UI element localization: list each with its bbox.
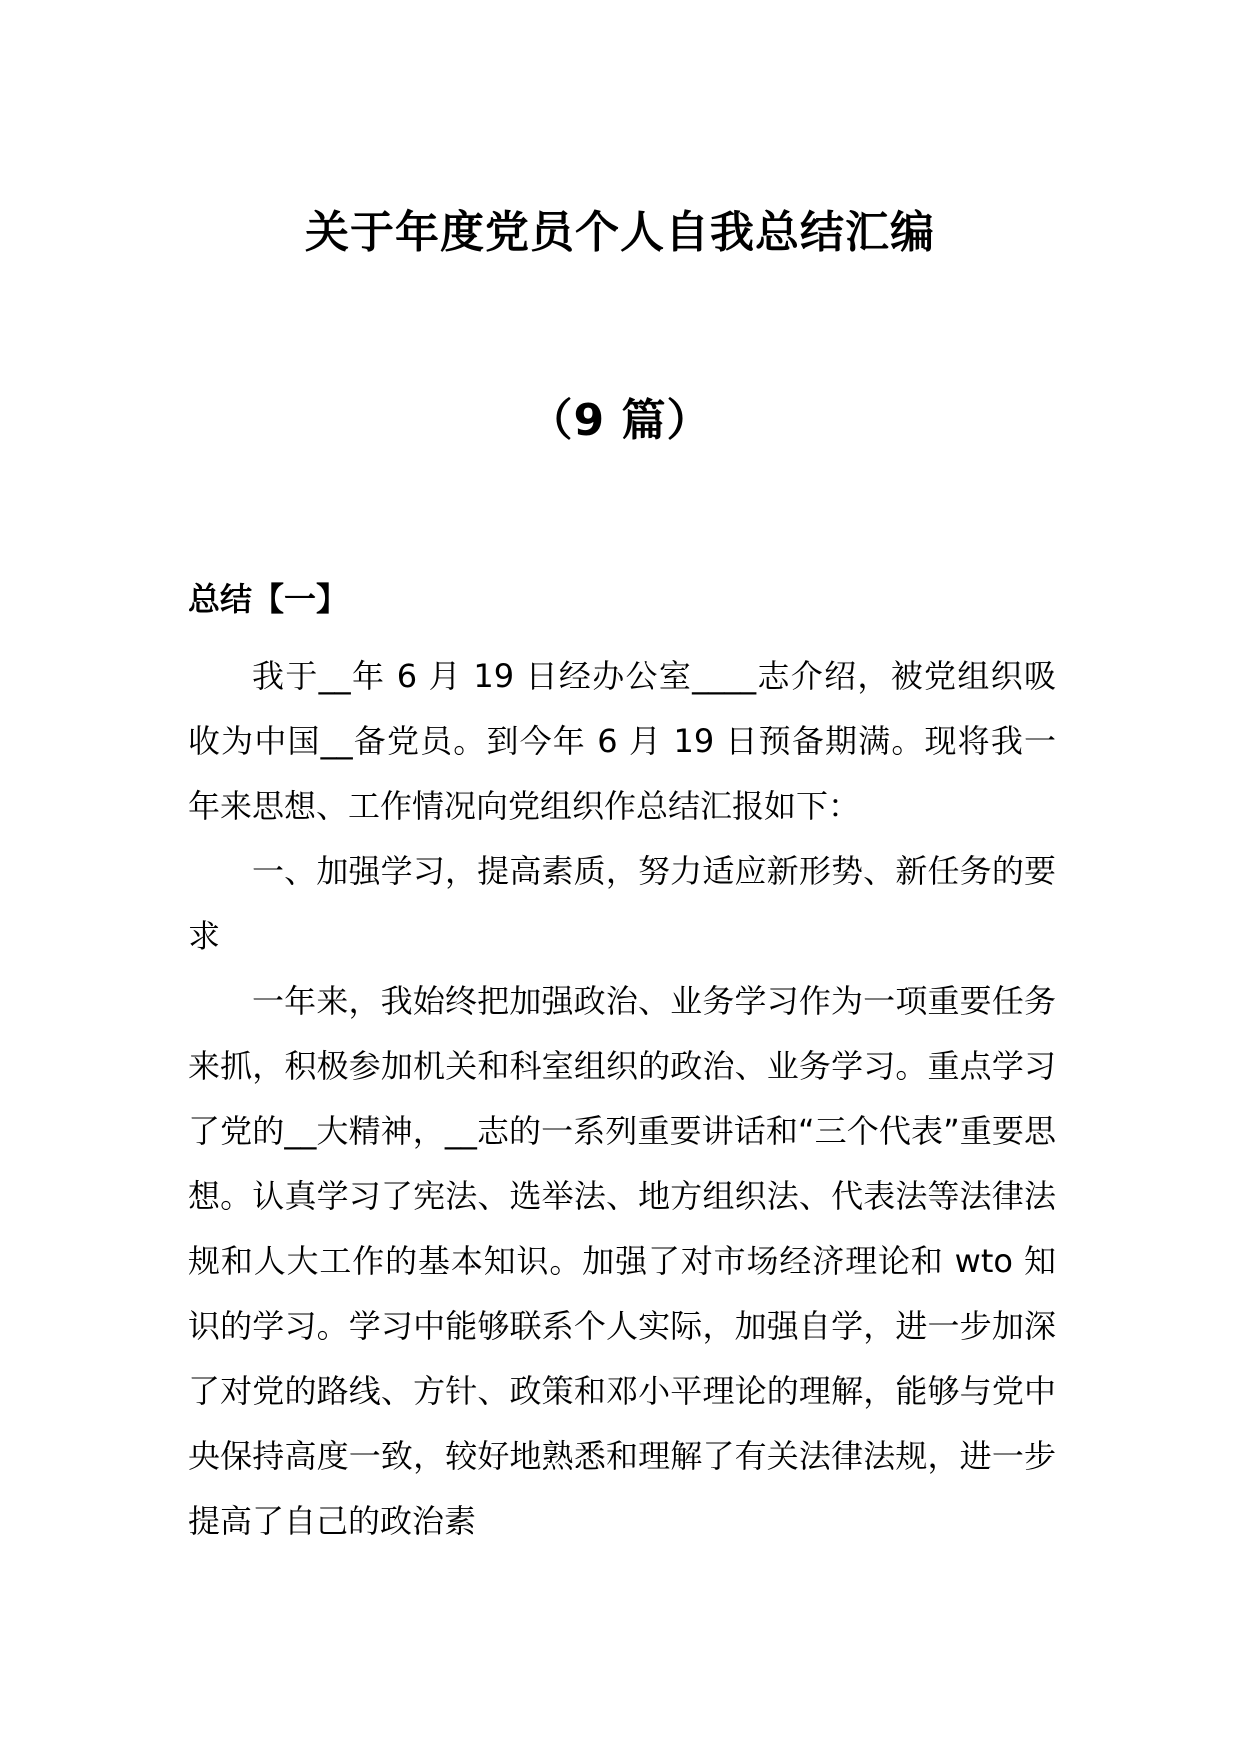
body-text xyxy=(188,644,1056,1554)
document-title: 关于年度党员个人自我总结汇编 xyxy=(305,207,935,258)
paragraph-study: 一年来，我始终把加强政治、业务学习作为一项重要任务来抓，积极参加机关和科室组织的政治、业务学习。重点学习了党的__大精神，__志的一系列重要讲话和“三个代表”重要思想。认真学习了宪法、选举法、地方组织法、代表法等法律法规和人大工作的基本知识。加强了对市场经济理论和 wto 知识的学习。学习中能够联系个人实际，加强自学，进一步加深了对党的路线、方针、政策和邓小平理论的理解，能够与党中央保持高度一致，较好地熟悉和理解了有关法律法规，进一步提高了自己的政治素 xyxy=(188,982,1056,1540)
paragraph-intro: 我于__年 6 月 19 日经办公室____志介绍，被党组织吸收为中国__备党员。到今年 6 月 19 日预备期满。现将我一年来思想、工作情况向党组织作总结汇报如下： xyxy=(188,657,1056,825)
paragraph-point-one: 一、加强学习，提高素质，努力适应新形势、新任务的要求 xyxy=(188,852,1056,955)
document-subtitle: （9 篇） xyxy=(528,395,712,446)
section-heading: 总结【一】 xyxy=(188,580,349,618)
